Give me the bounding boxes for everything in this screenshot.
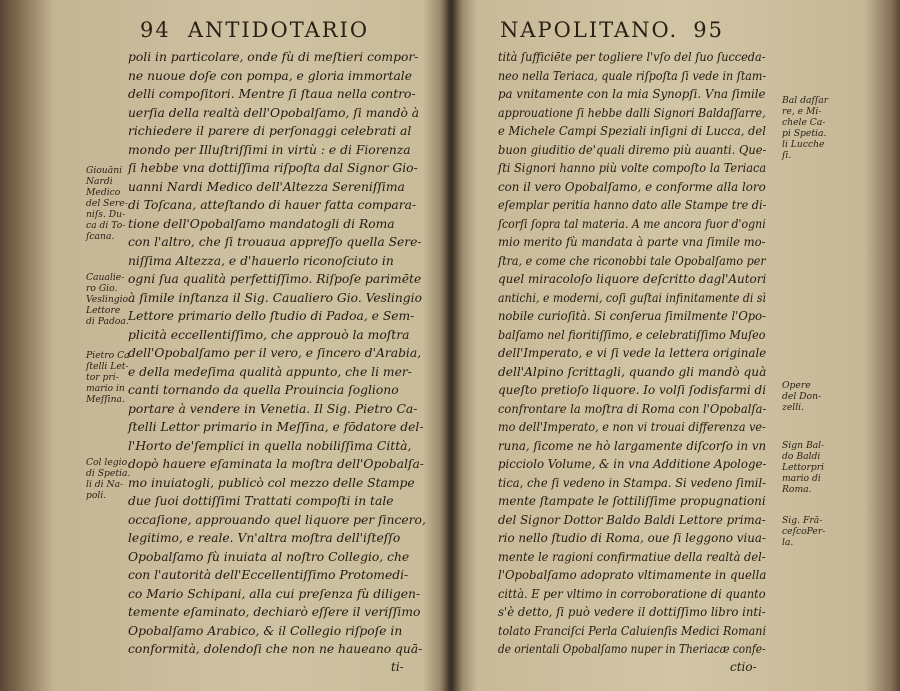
margin-note-line: do Baldi <box>782 451 821 462</box>
margin-note-line: chele Ca- <box>782 117 826 128</box>
margin-note-line: Medico <box>86 187 121 198</box>
text-line: uanni Nardi Medico dell'Altezza Sereniſſima <box>128 179 405 194</box>
text-line: mio merito fù mandata à parte vna ſimile mo- <box>498 235 766 249</box>
right-body-text <box>498 48 766 659</box>
text-line: ſtra, e come che riconobbi tale Opobalſamo per <box>498 253 766 268</box>
book-gutter <box>440 0 462 691</box>
margin-note-line: Lettore <box>86 305 121 316</box>
text-line: co Mario Schipani, alla cui preſenza fù diligen- <box>128 586 421 601</box>
margin-note-line: mario in <box>86 383 125 394</box>
text-line: dopò hauere eſaminata la moſtra dell'Opobalſa- <box>128 457 424 471</box>
margin-note-line: Sig. Frā- <box>782 515 823 526</box>
text-line: temente eſaminato, dechiarò eſſere il veriſſimo <box>128 605 421 619</box>
text-line: tità ſufficiēte per togliere l'vſo del ſuo ſucceda- <box>498 50 766 64</box>
text-line: portare à vendere in Venetia. Il Sig. Pietro Ca- <box>128 401 418 416</box>
text-line: mente le ragioni confirmatiue della realtà del- <box>498 549 766 564</box>
margin-note-line: mario di <box>782 473 821 484</box>
margin-note-line: Caualie- <box>86 272 125 283</box>
text-line: buon giuditio de'quali diremo più auanti. Que- <box>498 142 767 157</box>
text-line: picciolo Volume, & in vna Additione Apologe- <box>498 457 767 471</box>
text-line: delli compoſitori. Mentre ſi ſtaua nella contro- <box>128 87 416 101</box>
text-line: niſſima Altezza, e d'hauerlo riconoſciuto in <box>128 253 394 268</box>
margin-note-line: di Spetia. <box>86 468 131 479</box>
margin-note-line: Bal daſſar <box>782 95 829 106</box>
margin-note-nardi <box>86 165 146 242</box>
left-page-number: 94 <box>140 18 171 42</box>
margin-note-line: del Sere- <box>86 198 128 209</box>
margin-note-line: di Padoa. <box>86 316 129 327</box>
left-catchword: ti- <box>391 660 404 674</box>
text-line: balſamo nel fioritiſſimo, e celebratiſſimo Muſeo <box>498 327 766 342</box>
margin-note-line: li Lucche <box>782 139 825 150</box>
margin-note-line: li di Na- <box>86 479 124 490</box>
text-line: mo inuiatogli, publicò col mezzo delle Stampe <box>128 475 415 490</box>
margin-note-line: zelli. <box>782 402 805 413</box>
text-line: occaſione, approuando quel liquore per ſincero, <box>128 512 426 527</box>
margin-note-line: ceſcoPer- <box>782 526 826 537</box>
text-line: quel miracoloſo liquore deſcritto dagl'Autori <box>498 272 767 286</box>
text-line: con l'altro, che ſi trouaua appreſſo quella Sere- <box>128 235 422 249</box>
margin-note-perla <box>782 515 842 548</box>
text-line: del Signor Dottor Baldo Baldi Lettore prima- <box>498 512 766 527</box>
margin-note-baldi <box>782 440 842 495</box>
text-line: due ſuoi dottiſſimi Trattati compoſti in tale <box>128 494 394 508</box>
text-line: Opobalſamo Arabico, & il Collegio riſpoſe in <box>128 623 403 638</box>
text-line: di Toſcana, atteſtando di hauer fatta compara- <box>128 198 417 212</box>
text-line: città. E per vltimo in corroboratione di quanto <box>498 586 766 601</box>
text-line: de orientali Opobalſamo nuper in Theriacæ confe- <box>498 642 766 656</box>
text-line: e della medeſima qualità appunto, che li mer- <box>128 364 412 379</box>
text-line: à ſimile inſtanza il Sig. Caualiero Gio. Veslingio <box>128 290 422 305</box>
margin-note-line: Nardi <box>86 176 113 187</box>
text-line: con il vero Opobalſamo, e conforme alla loro <box>498 179 766 194</box>
left-running-head: ANTIDOTARIO <box>187 18 370 42</box>
margin-note-line: ro Gio. <box>86 283 118 294</box>
margin-note-collegio <box>86 457 146 501</box>
text-line: mo dell'Imperato, e non vi trouai differenza ve- <box>498 420 766 434</box>
margin-note-line: Giouāni <box>86 165 123 176</box>
margin-note-line: re, e Mi- <box>782 106 822 117</box>
margin-note-line: Meſſina. <box>86 394 125 405</box>
margin-note-line: la. <box>782 537 794 548</box>
margin-note-line: Opere <box>782 380 811 391</box>
text-line: l'Horto de'ſemplici in quella nobiliſſima Città, <box>128 438 412 453</box>
margin-note-line: ſcana. <box>86 231 115 242</box>
text-line: plicità eccellentiſſimo, che approuò la moſtra <box>128 327 410 342</box>
margin-note-line: tor pri- <box>86 372 119 383</box>
right-page <box>452 0 900 691</box>
text-line: confrontare la moſtra di Roma con l'Opobalſa- <box>498 401 767 416</box>
margin-note-line: ca di To- <box>86 220 126 231</box>
margin-note-line: Col legio <box>86 457 128 468</box>
margin-note-line: ſtelli Let- <box>86 361 129 372</box>
text-line: tica, che ſi vedeno in Stampa. Si vedeno ſimil- <box>498 475 767 490</box>
text-line: s'è detto, ſi può vedere il dottiſſimo libro inti- <box>498 605 766 619</box>
text-line: con l'autorità dell'Eccellentiſſimo Protomedi- <box>128 568 409 582</box>
text-line: pa vnitamente con la mia Synopſi. Vna ſimile <box>498 87 766 101</box>
right-catchword: ctio- <box>730 660 757 674</box>
left-body-text <box>128 48 428 659</box>
left-page <box>0 0 448 691</box>
margin-note-line: pi Spetia. <box>782 128 827 139</box>
text-line: dell'Alpino ſcrittagli, quando gli mandò quà <box>498 364 767 379</box>
text-line: tione dell'Opobalſamo mandatogli di Roma <box>128 216 395 231</box>
text-line: l'Opobalſamo adoprato vltimamente in quella <box>498 568 767 582</box>
margin-note-campi <box>782 95 842 161</box>
text-line: ſti Signori hanno più volte compoſto la Teriaca <box>498 161 767 175</box>
text-line: antichi, e moderni, coſi guſtai infinitamente di sì <box>498 290 766 305</box>
text-line: approuatione ſi hebbe dalli Signori Baldaſſarre, <box>498 105 766 120</box>
text-line: mondo per Illuſtriſſimi in virtù : e di Fiorenza <box>128 142 411 157</box>
text-line: richiedere il parere di perſonaggi celebrati al <box>128 124 412 138</box>
text-line: queſto pretioſo liquore. Io volſi ſodisfarmi di <box>498 383 767 397</box>
margin-note-donzelli <box>782 380 842 413</box>
margin-note-line: niſs. Du- <box>86 209 126 220</box>
text-line: Lettore primario dello ſtudio di Padoa, e Sem- <box>128 309 415 323</box>
margin-note-line: del Don- <box>782 391 822 402</box>
right-running-head: NAPOLITANO. <box>500 18 679 42</box>
text-line: mente ſtampate le ſottiliſſime propugnationi <box>498 494 766 508</box>
text-line: runa, ſicome ne hò largamente diſcorſo in vn <box>498 438 767 453</box>
text-line: canti tornando da quella Prouincia ſogliono <box>128 383 399 397</box>
text-line: tolato Franciſci Perla Caluienſis Medici Romani <box>498 623 767 638</box>
text-line: ogni ſua qualità perfettiſſimo. Riſpoſe parimēte <box>128 272 422 286</box>
text-line: ſi hebbe vna dottiſſima riſpoſta dal Signor Gio- <box>128 161 418 175</box>
text-line: dell'Opobalſamo per il vero, e ſincero d'Arabia, <box>128 346 422 360</box>
margin-note-line: Pietro Ca <box>86 350 130 361</box>
text-line: poli in particolare, onde fù di meſtieri compor- <box>128 50 419 64</box>
text-line: rio nello ſtudio di Roma, oue ſi leggono viua- <box>498 531 766 545</box>
margin-note-line: poli. <box>86 490 107 501</box>
text-line: ne nuoue doſe con pompa, e gloria immortale <box>128 68 413 83</box>
text-line: nobile curioſità. Si conſerua ſimilmente l'Opo- <box>498 309 767 323</box>
margin-note-line: Veslingio <box>86 294 129 305</box>
margin-note-castelli <box>86 350 146 405</box>
margin-note-line: Sign Bal- <box>782 440 825 451</box>
text-line: e Michele Campi Speziali inſigni di Lucca, del <box>498 124 766 138</box>
left-page-header <box>140 18 369 42</box>
text-line: uerſia della realtà dell'Opobalſamo, ſi mandò à <box>128 105 420 120</box>
text-line: neo nella Teriaca, quale riſpoſta ſi vede in ſtam- <box>498 68 767 83</box>
margin-note-line: ſi. <box>782 150 792 161</box>
text-line: legitimo, e reale. Vn'altra moſtra dell'iſteſſo <box>128 531 401 545</box>
margin-note-line: Roma. <box>782 484 812 495</box>
text-line: eſemplar peritia hanno dato alle Stampe tre di- <box>498 198 767 212</box>
text-line: ſtelli Lettor primario in Meſſina, e fōdatore del- <box>128 420 424 434</box>
text-line: dell'Imperato, e vi ſi vede la lettera originale <box>498 346 767 360</box>
text-line: Opobalſamo fù inuiata al noſtro Collegio, che <box>128 549 410 564</box>
margin-note-line: Lettorpri <box>782 462 825 473</box>
text-line: ſcorſi ſopra tal materia. A me ancora fuor d'ogni <box>498 216 766 231</box>
margin-note-veslingio <box>86 272 146 327</box>
right-page-header <box>500 18 724 42</box>
text-line: conformità, dolendoſi che non ne haueano quā- <box>128 642 423 656</box>
right-page-number: 95 <box>693 18 725 42</box>
